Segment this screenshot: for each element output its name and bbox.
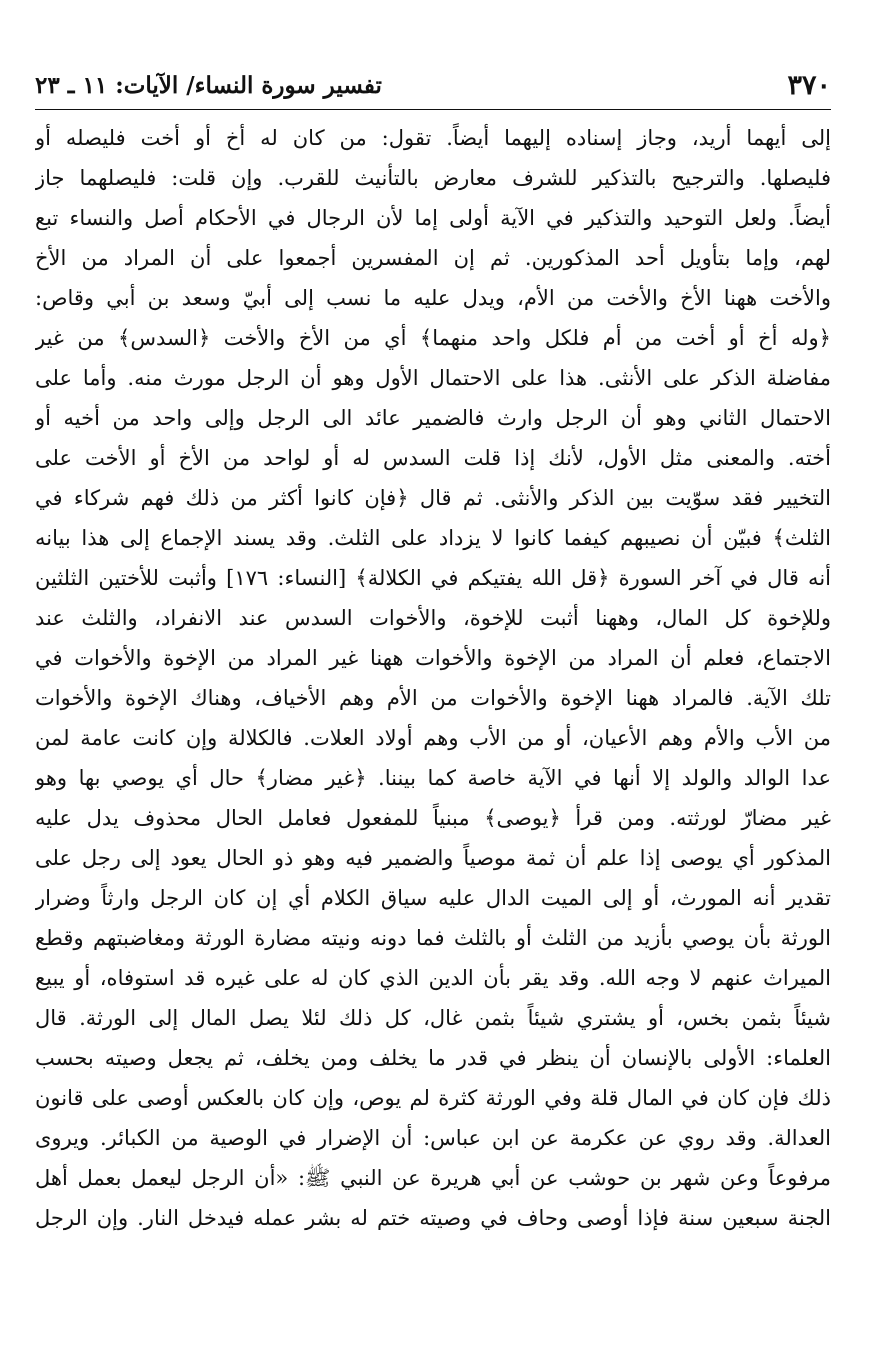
text-line: غير مضارّ لورثته. ومن قرأ ﴿يوصى﴾ مبنياً للمفعول فعامل الحال محذوف يدل عليه	[35, 806, 831, 830]
body-text	[35, 118, 831, 1238]
text-line: الاجتماع، فعلم أن المراد من الإخوة والأخوات ههنا غير المراد من الإخوة والأخوات في	[35, 646, 831, 670]
text-line: إلى أيهما أريد، وجاز إسناده إليهما أيضاً. تقول: من كان له أخ أو أخت فليصله أو	[35, 126, 831, 150]
text-line: الميراث عنهم لا وجه الله. وقد يقر بأن الدين الذي كان له على غيره قد استوفاه، أو يبيع	[35, 966, 831, 990]
text-line: التخيير فقد سوّيت بين الذكر والأنثى. ثم قال ﴿فإن كانوا أكثر من ذلك فهم شركاء في	[35, 486, 831, 510]
text-line: العدالة. وقد روي عن عكرمة عن ابن عباس: أن الإضرار في الوصية من الكبائر. ويروى	[35, 1126, 831, 1150]
text-line: تلك الآية. فالمراد ههنا الإخوة والأخوات من الأم وهم الأخياف، وهناك الإخوة والأخوات	[35, 686, 831, 710]
text-line: أخته. والمعنى مثل الأول، لأنك إذا قلت السدس له أو لواحد من الأخ أو الأخت على	[35, 446, 831, 470]
text-line: عدا الوالد والولد إلا أنها في الآية خاصة كما بيننا. ﴿غير مضار﴾ حال أي يوصي بها وهو	[35, 766, 831, 790]
text-line: المذكور أي يوصى إذا علم أن ثمة موصياً والضمير فيه وهو ذو الحال يعود إلى رجل على	[35, 846, 831, 870]
page-number: ٣٧٠	[787, 70, 831, 101]
header-rule	[35, 109, 831, 110]
text-line: العلماء: الأولى بالإنسان أن ينظر في قدر ما يخلف ومن يخلف، ثم يجعل وصيته بحسب	[35, 1046, 831, 1070]
text-line: الاحتمال الثاني وهو أن الرجل وارث فالضمير عائد الى الرجل وإلى واحد من أخيه أو	[35, 406, 831, 430]
text-line: فليصلها. والترجيح بالتذكير للشرف معارض بالتأنيث للقرب. وإن قلت: فليصلهما جاز	[35, 166, 831, 190]
text-line: أنه قال في آخر السورة ﴿قل الله يفتيكم في الكلالة﴾ [النساء: ١٧٦] وأثبت للأختين الثلثين	[35, 566, 831, 590]
text-line: شيئاً بثمن بخس، أو يشتري شيئاً بثمن غال، كل ذلك لئلا يصل المال إلى الورثة. قال	[35, 1006, 831, 1030]
text-line: ﴿وله أخ أو أخت من أم فلكل واحد منهما﴾ أي من الأخ والأخت ﴿السدس﴾ من غير	[35, 326, 831, 350]
text-line: مفاضلة الذكر على الأنثى. هذا على الاحتمال الأول وهو أن الرجل مورث منه. وأما على	[35, 366, 831, 390]
running-title: تفسير سورة النساء/ الآيات: ١١ ـ ٢٣	[35, 72, 382, 99]
text-line: تقدير أنه المورث، أو إلى الميت الدال عليه سياق الكلام أي إن كان الرجل وارثاً وضرار	[35, 886, 831, 910]
text-line: الورثة بأن يوصي بأزيد من الثلث أو بالثلث فما دونه ونيته مضارة الورثة ومغاضبتهم وقطع	[35, 926, 831, 950]
text-line: والأخت ههنا الأخ والأخت من الأم، ويدل عليه ما نسب إلى أبيّ وسعد بن أبي وقاص:	[35, 286, 831, 310]
text-line: مرفوعاً وعن شهر بن حوشب عن أبي هريرة عن النبي ﷺ: «أن الرجل ليعمل بعمل أهل	[35, 1166, 831, 1190]
text-line: الجنة سبعين سنة فإذا أوصى وحاف في وصيته ختم له بشر عمله فيدخل النار. وإن الرجل	[35, 1206, 831, 1230]
text-line: من الأب والأم وهم الأعيان، أو من الأب وهم أولاد العلات. فالكلالة وإن كانت عامة لمن	[35, 726, 831, 750]
running-header	[35, 66, 831, 106]
text-line: وللإخوة كل المال، وههنا أثبت للإخوة، والأخوات السدس عند الانفراد، والثلث عند	[35, 606, 831, 630]
text-line: الثلث﴾ فبيّن أن نصيبهم كيفما كانوا لا يزداد على الثلث. وقد يسند الإجماع إلى هذا بيانه	[35, 526, 831, 550]
text-line: أيضاً. ولعل التوحيد والتذكير في الآية أولى إما لأن الرجال في الأحكام أصل والنساء تبع	[35, 206, 831, 230]
text-line: لهم، وإما بتأويل أحد المذكورين. ثم إن المفسرين أجمعوا على أن المراد من الأخ	[35, 246, 831, 270]
text-line: ذلك فإن كان في المال قلة وفي الورثة كثرة لم يوص، وإن كان بالعكس أوصى على قانون	[35, 1086, 831, 1110]
